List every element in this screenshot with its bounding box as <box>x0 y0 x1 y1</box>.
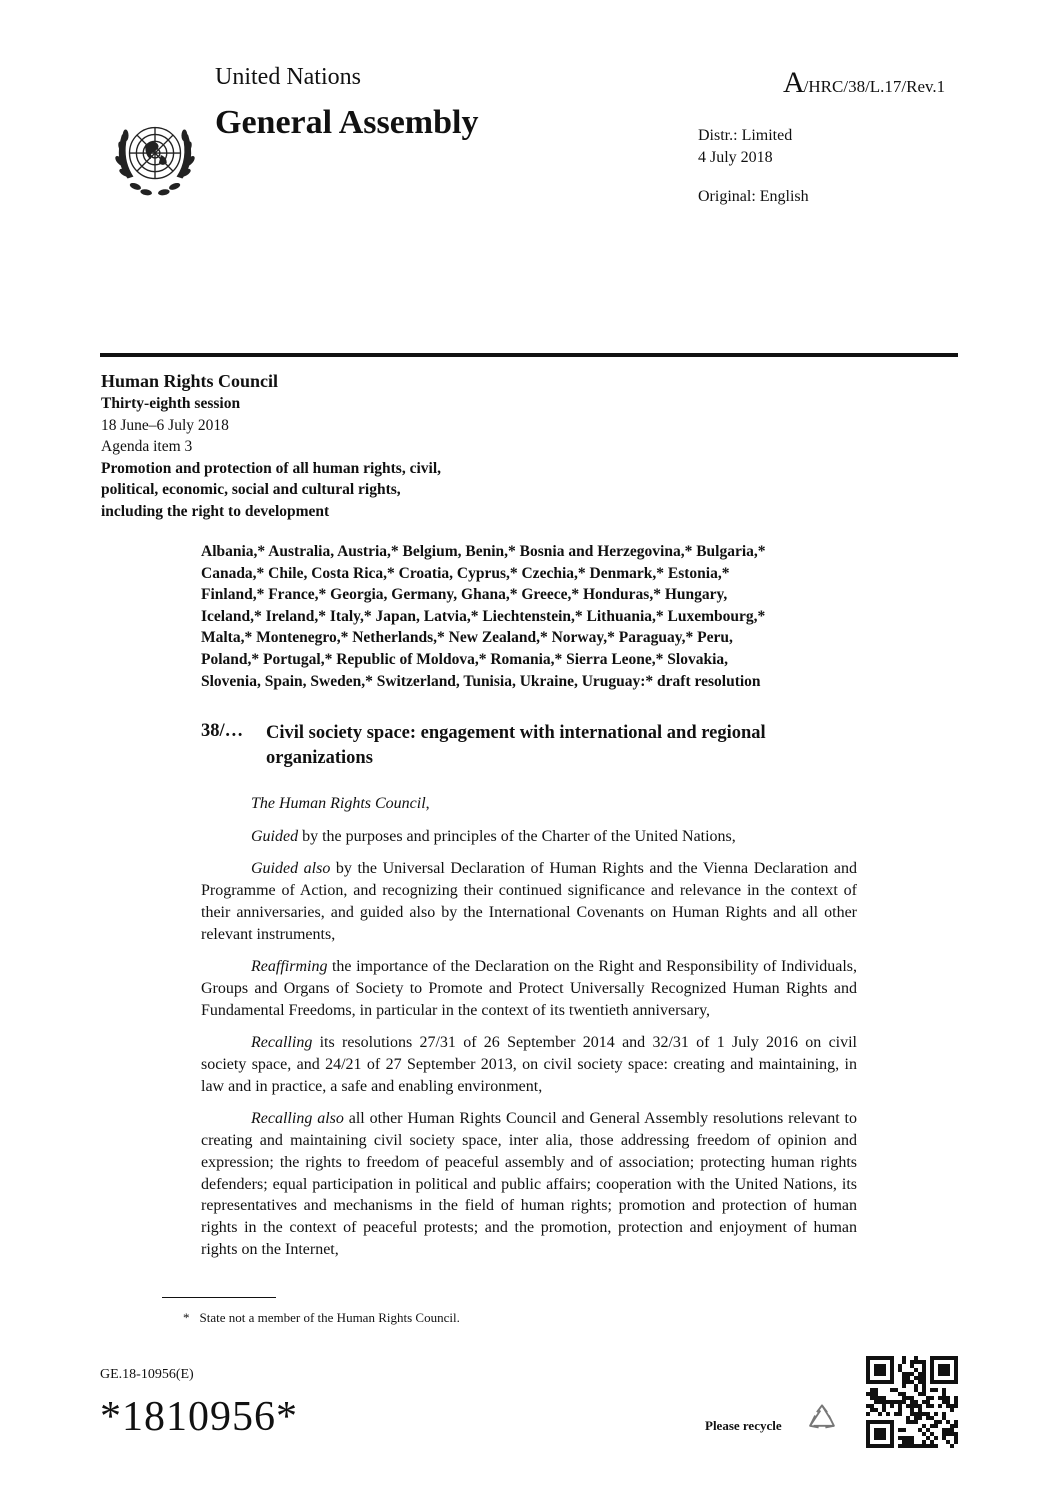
paragraph-text: its resolutions 27/31 of 26 September 2014 and 32/31 of 1 July 2016 on civil society space, and 24/21 of 27 September 2013, on civil society space: creating and maintaining, in law and in practice, a safe and enabling environment, <box>201 1034 857 1095</box>
qr-code-icon <box>866 1356 958 1448</box>
paragraph-lead: Guided <box>251 827 299 845</box>
resolution-title <box>266 721 866 771</box>
council-name: Human Rights Council <box>101 371 279 391</box>
paragraph-text: all other Human Rights Council and General Assembly resolutions relevant to creating and maintaining civil society space, inter alia, those addressing freedom of opinion and expression; the rights to freedom of peaceful assembly and of association; protecting human rights defenders; equal participation in political and public affairs; cooperation with the United Nations, its representatives and mechanisms in the field of human rights; promotion and protection of human rights in the context of peaceful protests; and the promotion, protection and enjoyment of human rights on the Internet, <box>201 1110 858 1258</box>
agenda-item: Agenda item 3 <box>101 438 193 455</box>
distribution: Distr.: Limited <box>698 127 793 144</box>
job-number: GE.18-10956(E) <box>100 1367 194 1382</box>
resolution-title-line: Civil society space: engagement with international and regional <box>266 723 766 743</box>
footnote-rule <box>162 1297 276 1298</box>
preamble-paragraph <box>201 858 857 945</box>
paragraph-lead: Guided also <box>251 860 331 878</box>
document-symbol <box>783 66 945 100</box>
sponsors-list <box>201 541 861 692</box>
paragraph-lead: Recalling <box>251 1034 313 1052</box>
sponsors-line: Malta,* Montenegro,* Netherlands,* New Zealand,* Norway,* Paraguay,* Peru, <box>201 629 733 647</box>
paragraph-text: the importance of the Declaration on the Right and Responsibility of Individuals, Groups and Organs of Society to Promote and Protect Universally Recognized Human Rights and Fundamental Freedoms, in particular in the context of its twentieth anniversary, <box>201 958 857 1019</box>
sponsors-line: Albania,* Australia, Austria,* Belgium, Benin,* Bosnia and Herzegovina,* Bulgaria,* <box>201 543 766 560</box>
header-rule <box>100 353 958 357</box>
session: Thirty-eighth session <box>101 395 241 412</box>
un-emblem-icon <box>104 108 206 206</box>
preamble-paragraph <box>201 1108 857 1260</box>
council-block <box>101 369 441 522</box>
agenda-title-line: political, economic, social and cultural rights, <box>101 481 401 498</box>
preamble-paragraph <box>201 1032 857 1097</box>
paragraph-lead: The Human Rights Council <box>251 795 426 812</box>
footnote-text: State not a member of the Human Rights Council. <box>199 1310 460 1325</box>
paragraph-lead: Recalling also <box>251 1110 344 1128</box>
sponsors-line: Slovenia, Spain, Sweden,* Switzerland, Tunisia, Ukraine, Uruguay:* draft resolution <box>201 672 761 690</box>
barcode-number: *1810956* <box>100 1394 298 1440</box>
paragraph-lead: Reaffirming <box>251 958 328 976</box>
preamble-paragraph <box>201 956 857 1021</box>
body-name: General Assembly <box>215 104 479 141</box>
original-language: Original: English <box>698 188 809 205</box>
resolution-body <box>201 793 857 1271</box>
sponsors-line: Poland,* Portugal,* Republic of Moldova,* Romania,* Sierra Leone,* Slovakia, <box>201 650 729 668</box>
footnote <box>183 1310 460 1326</box>
resolution-title-line: organizations <box>266 748 373 768</box>
paragraph-text: by the Universal Declaration of Human Rights and the Vienna Declaration and Programme of Action, and recognizing their continued significance and relevance in the context of their anniversaries, and guided also by the International Covenants on Human Rights and all other relevant instruments, <box>201 860 858 943</box>
preamble-paragraph <box>201 826 857 848</box>
recycle-label: Please recycle <box>705 1418 782 1433</box>
symbol-prefix: A <box>783 66 804 99</box>
organization-name: United Nations <box>215 64 361 90</box>
recycle-icon <box>805 1402 839 1436</box>
sponsors-line: Finland,* France,* Georgia, Germany, Ghana,* Greece,* Honduras,* Hungary, <box>201 586 728 604</box>
symbol-rest: /HRC/38/L.17/Rev.1 <box>803 77 946 96</box>
agenda-title-line: Promotion and protection of all human rights, civil, <box>101 459 442 477</box>
sponsors-line: Canada,* Chile, Costa Rica,* Croatia, Cyprus,* Czechia,* Denmark,* Estonia,* <box>201 564 730 582</box>
paragraph-text: , <box>425 795 430 812</box>
session-dates: 18 June–6 July 2018 <box>101 416 229 434</box>
resolution-number: 38/… <box>201 721 244 741</box>
sponsors-line: Iceland,* Ireland,* Italy,* Japan, Latvia,* Liechtenstein,* Lithuania,* Luxembourg,* <box>201 607 766 625</box>
document-date: 4 July 2018 <box>698 149 773 166</box>
agenda-title-line: including the right to development <box>101 502 330 520</box>
distribution-block <box>698 125 792 169</box>
preamble-paragraph <box>201 793 857 815</box>
paragraph-text: by the purposes and principles of the Charter of the United Nations, <box>298 827 736 845</box>
footnote-mark: * <box>183 1310 190 1325</box>
